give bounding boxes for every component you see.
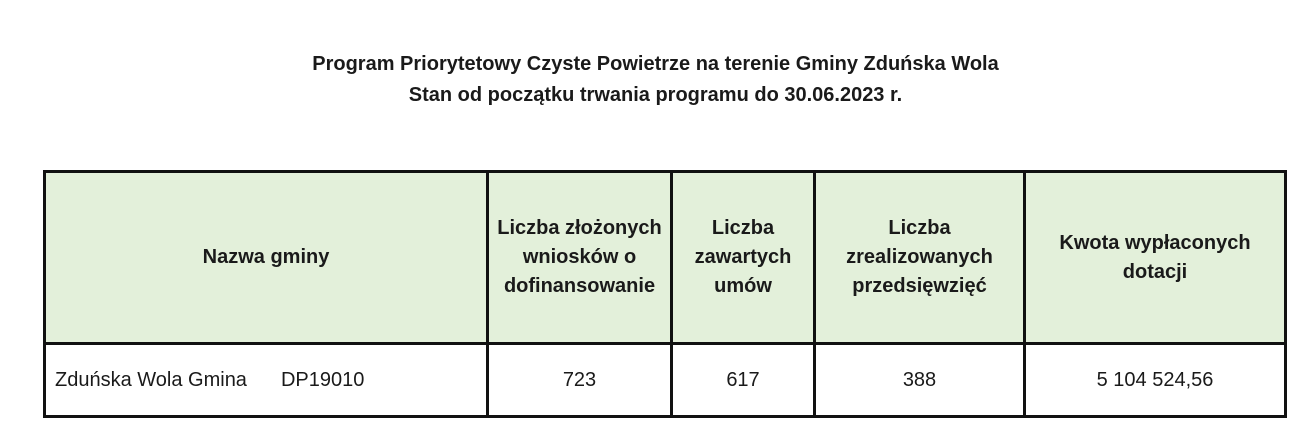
title-line-2: Stan od początku trwania programu do 30.06.2023 r. bbox=[408, 84, 903, 106]
cell-liczba-wnioskow: 723 bbox=[488, 344, 672, 417]
title-line-1: Program Priorytetowy Czyste Powietrze na terenie Gminy Zduńska Wola bbox=[312, 53, 999, 75]
header-kwota-dotacji: Kwota wypłaconych dotacji bbox=[1025, 172, 1286, 344]
header-nazwa-gminy: Nazwa gminy bbox=[45, 172, 488, 344]
gmina-code: DP19010 bbox=[280, 368, 365, 391]
gmina-name: Zduńska Wola Gmina bbox=[55, 368, 247, 391]
header-liczba-przedsiewziec: Liczba zrealizowanych przedsięwzięć bbox=[815, 172, 1025, 344]
table-header-row bbox=[45, 172, 1286, 344]
cell-liczba-umow: 617 bbox=[672, 344, 815, 417]
cell-nazwa-gminy bbox=[45, 344, 488, 417]
program-statistics-table bbox=[43, 170, 1287, 418]
cell-kwota-dotacji: 5 104 524,56 bbox=[1025, 344, 1286, 417]
document-title bbox=[0, 49, 1311, 111]
header-liczba-wnioskow: Liczba złożonych wniosków o dofinansowanie bbox=[488, 172, 672, 344]
table-row bbox=[45, 344, 1286, 417]
header-liczba-umow: Liczba zawartych umów bbox=[672, 172, 815, 344]
cell-liczba-przedsiewziec: 388 bbox=[815, 344, 1025, 417]
